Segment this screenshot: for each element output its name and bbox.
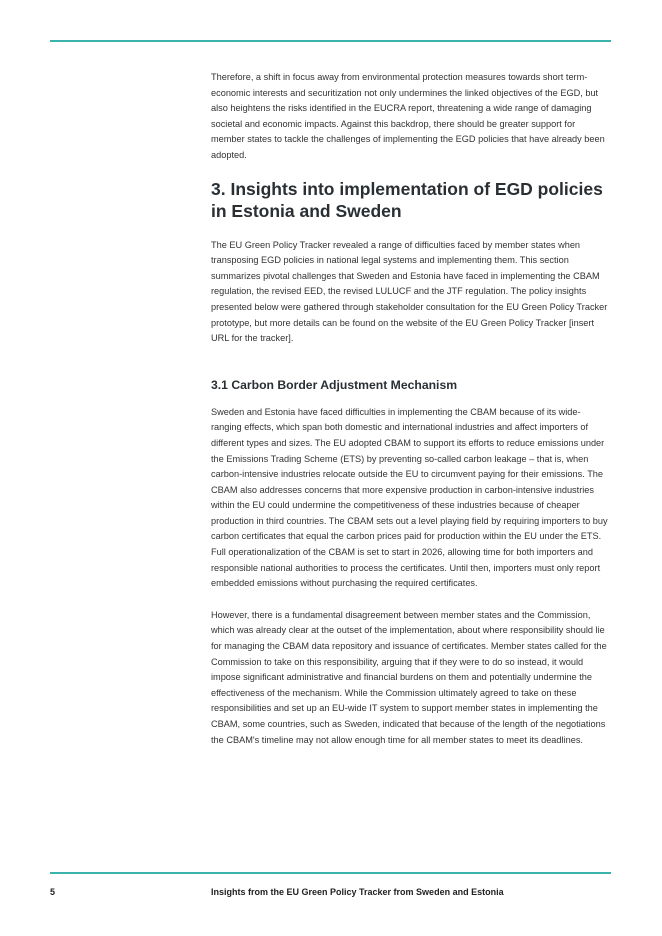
header-rule [50, 40, 611, 42]
footer-rule [50, 872, 611, 874]
footer-title: Insights from the EU Green Policy Tracker from Sweden and Estonia [211, 887, 504, 897]
cbam-paragraph-2: However, there is a fundamental disagreement between member states and the Commission, which was already clear at the outset of the implementation, about where responsibility should lie for managing the CBAM data repository and issuance of certificates. Member states called for the Commission to take on this responsibility, arguing that if they were to do so instead, it would impose significant administrative and financial burdens on them and potentially undermine the effectiveness of the mechanism. While the Commission ultimately agreed to take on these responsibilities and set up an EU-wide IT system to support member states in implementing the CBAM, some countries, such as Sweden, indicated that because of the length of the negotiations the CBAM's timeline may not allow enough time for all member states to meet its deadlines. [211, 609, 607, 745]
cbam-paragraph-1: Sweden and Estonia have faced difficulties in implementing the CBAM because of its wide-ranging effects, which span both domestic and international industries and affect importers of different types and sizes. The EU adopted CBAM to support its efforts to reduce emissions under the Emissions Trading Scheme (ETS) by preventing so-called carbon leakage – that is, when carbon-intensive industries relocate outside the EU to circumvent paying for their emissions. The CBAM also addresses concerns that more expensive production in carbon-intensive industries within the EU could undermine the competitiveness of these industries because of cheaper production in third countries. The CBAM sets out a level playing field by requiring importers to buy carbon certificates that equal the carbon prices paid for production within the EU under the ETS. Full operationalization of the CBAM is set to start in 2026, allowing time for both importers and responsible national authorities to process the certificates. Until then, importers must only report embedded emissions without purchasing the required certificates. [211, 406, 608, 589]
section-3-paragraph: The EU Green Policy Tracker revealed a range of difficulties faced by member states when transposing EGD policies in national legal systems and implementing them. This section summarizes pivotal challenges that Sweden and Estonia have faced in implementing the CBAM regulation, the revised EED, the revised LULUCF and the JTF regulation. The policy insights presented below were gathered through stakeholder consultation for the EU Green Policy Tracker prototype, but more details can be found on the website of the EU Green Policy Tracker [insert URL for the tracker]. [211, 239, 608, 344]
main-content [211, 70, 611, 748]
section-3-heading: 3. Insights into implementation of EGD policies in Estonia and Sweden [211, 178, 603, 221]
intro-paragraph: Therefore, a shift in focus away from environmental protection measures towards short term-economic interests and securitization not only undermines the linked objectives of the EGD, but also heightens the risks identified in the EUCRA report, threatening a wide range of damaging societal and economic impacts. Against this backdrop, there should be greater support for member states to tackle the challenges of implementing the EGD policies that have already been adopted. [211, 72, 605, 160]
page-number: 5 [50, 887, 56, 897]
section-3-1-heading: 3.1 Carbon Border Adjustment Mechanism [211, 377, 458, 392]
